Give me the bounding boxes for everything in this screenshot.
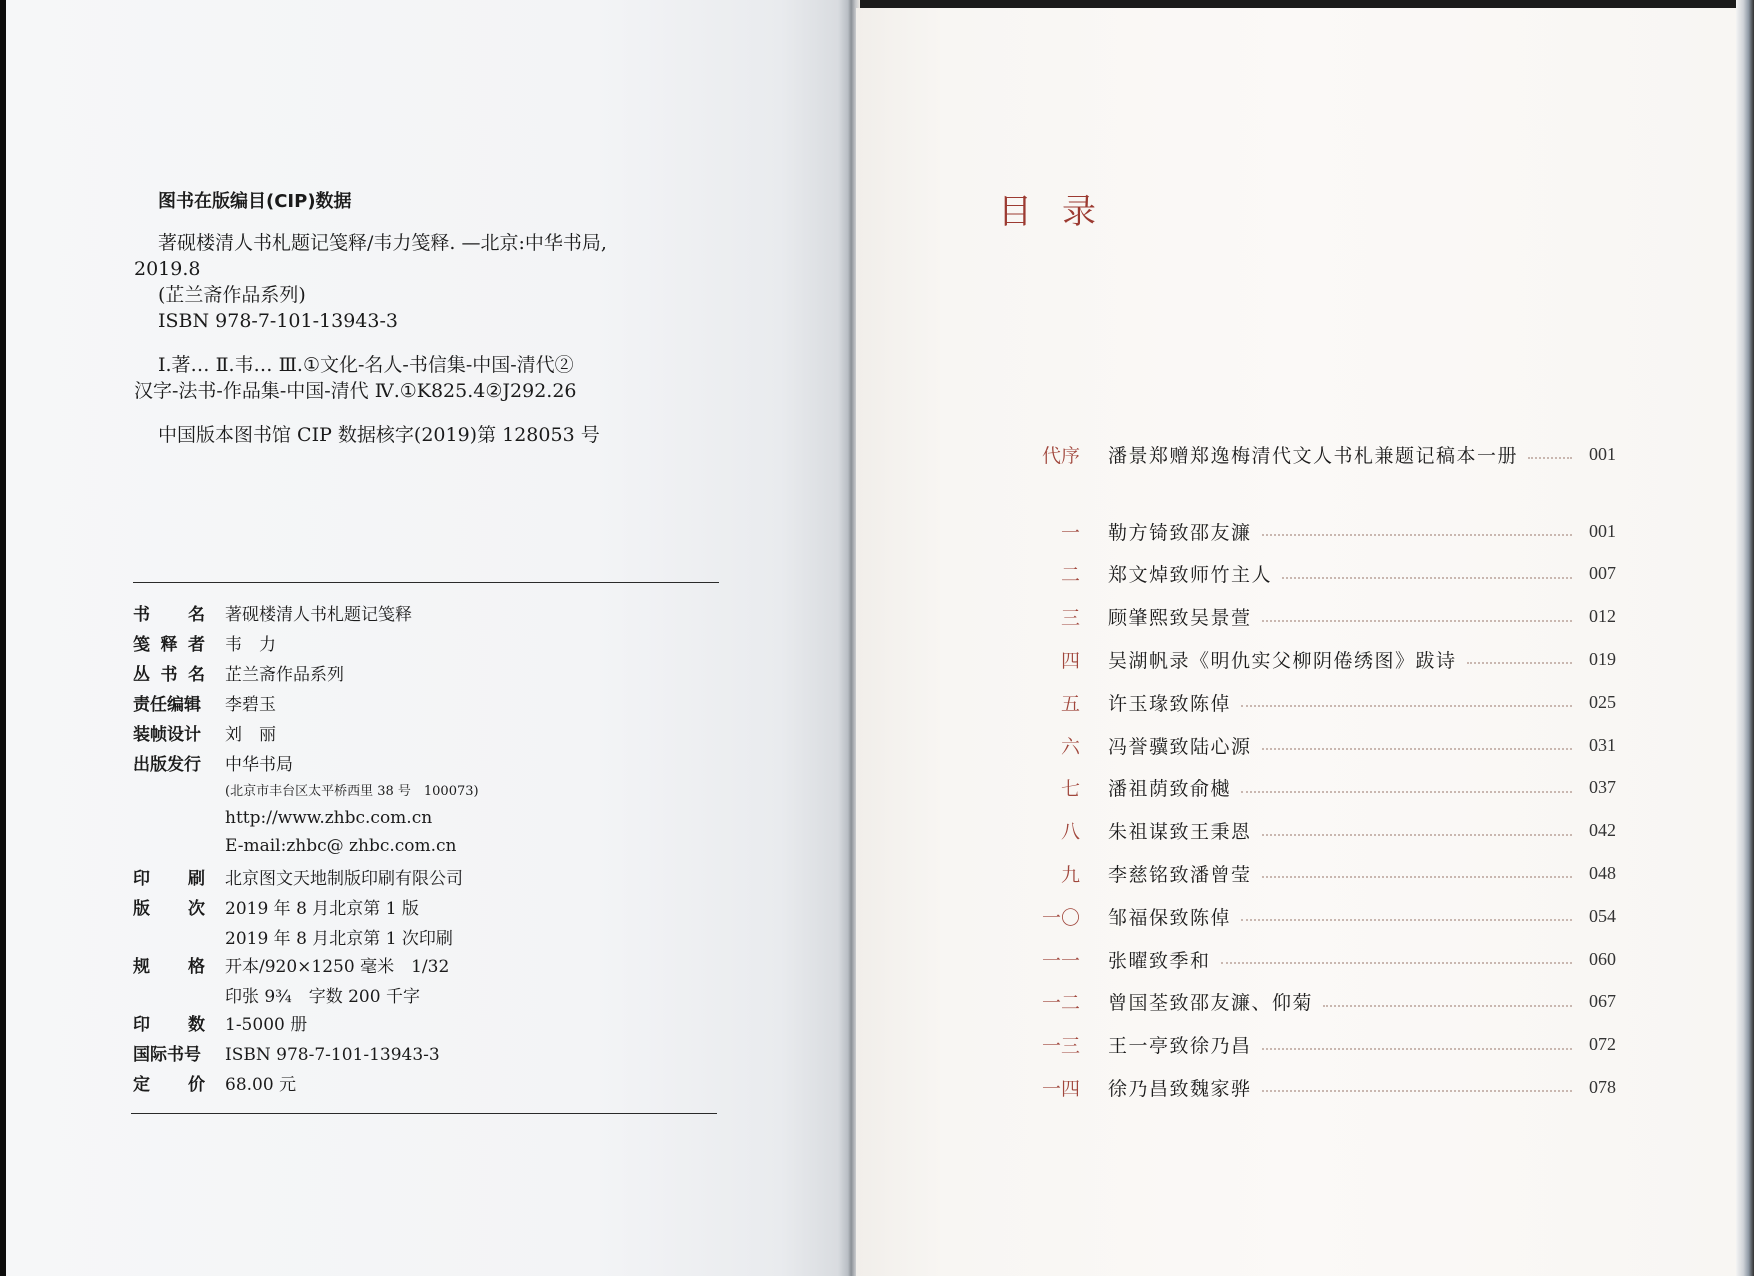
colophon-row [133,864,733,894]
colophon-label [133,1010,205,1035]
colophon-label-char: 笺 [133,635,150,655]
colophon-label-char: 者 [188,635,205,655]
colophon-label-char: 丛 [133,665,150,685]
toc-entry-title: 顾肇熙致吴景萱 [1108,607,1252,630]
toc-entry-page: 031 [1589,734,1616,755]
toc-dot-leader [1241,919,1572,921]
colophon-label-char: 次 [188,899,205,919]
colophon-value: 中华书局 [225,755,293,775]
toc-dot-leader [1262,876,1572,878]
toc-entry-page: 078 [1589,1076,1616,1097]
colophon-row [133,836,733,864]
toc-dot-leader [1262,1048,1572,1050]
cip-record-date: 2019.8 [134,258,201,280]
colophon-label-char: 书 [133,605,150,625]
colophon-label-char: 定 [133,1075,150,1095]
colophon-row [133,1070,733,1100]
cip-series: (芷兰斋作品系列) [158,284,306,306]
colophon-label [133,660,205,685]
colophon-row [133,1010,733,1040]
colophon-row [133,660,733,690]
toc-entry[interactable] [1030,856,1616,890]
toc-entry-number: 四 [1060,649,1080,672]
colophon-label-char: 规 [133,957,150,977]
colophon-bottom-rule [131,1113,717,1114]
cip-number: 中国版本图书馆 CIP 数据核字(2019)第 128053 号 [158,424,600,446]
colophon-label-char: 释 [160,635,178,655]
toc-dot-leader [1262,834,1572,836]
colophon-label [133,952,205,977]
toc-entry-number: 七 [1060,778,1080,801]
toc-entry-number: 三 [1060,607,1080,630]
colophon-value: 68.00 元 [225,1075,297,1095]
toc-dot-leader [1241,791,1572,793]
colophon-value: (北京市丰台区太平桥西里 38 号 100073) [225,784,479,799]
toc-entry-number: 五 [1060,692,1080,715]
colophon-row [133,780,733,808]
toc-entry[interactable] [1030,942,1616,976]
toc-entry-title: 潘景郑赠郑逸梅清代文人书札兼题记稿本一册 [1108,444,1519,467]
toc-entry[interactable] [1030,728,1616,762]
toc-entry-page: 025 [1589,691,1616,712]
toc-entry-number: 二 [1060,564,1080,587]
colophon-row [133,600,733,630]
toc-entry-title: 邹福保致陈倬 [1108,906,1232,929]
colophon-value: 2019 年 8 月北京第 1 次印刷 [225,929,453,949]
toc-title: 目录 [998,192,1126,232]
toc-dot-leader [1262,534,1572,536]
toc-entry-page: 012 [1589,606,1616,627]
toc-entry-page: 054 [1589,905,1616,926]
colophon-row [133,630,733,660]
cip-block [134,188,734,448]
toc-dot-leader [1221,962,1572,964]
colophon-value: 著砚楼清人书札题记笺释 [225,605,412,625]
colophon-value: 印张 9¾ 字数 200 千字 [225,987,420,1007]
colophon-value: http://www.zhbc.com.cn [225,808,433,828]
colophon-label-char: 印 [133,869,150,889]
colophon-label-char: 价 [188,1075,205,1095]
toc-entry-page: 001 [1589,520,1616,541]
toc-entry[interactable] [1030,437,1616,471]
toc-entry-page: 072 [1589,1034,1616,1055]
toc-dot-leader [1528,457,1572,459]
toc-entry-title: 朱祖谋致王秉恩 [1108,821,1252,844]
colophon-label [133,600,205,625]
toc-entry[interactable] [1030,685,1616,719]
toc-entry-number: 代序 [1041,444,1080,467]
toc-entry-page: 060 [1589,948,1616,969]
toc-entry-title: 潘祖荫致俞樾 [1108,778,1232,801]
colophon-label [133,630,205,655]
colophon-label-char: 格 [188,957,205,977]
cip-classification-1: Ⅰ.著… Ⅱ.韦… Ⅲ.①文化-名人-书信集-中国-清代② [158,354,574,376]
cip-heading: 图书在版编目(CIP)数据 [158,191,352,212]
cip-classification-2: 汉字-法书-作品集-中国-清代 Ⅳ.①K825.4②J292.26 [134,380,577,402]
colophon-label [133,690,225,715]
colophon-value: ISBN 978-7-101-13943-3 [225,1045,440,1065]
toc-entry[interactable] [1030,1070,1616,1104]
toc-entry-number: 一三 [1041,1035,1080,1058]
toc-entry-title: 曾国荃致邵友濂、仰菊 [1108,992,1314,1015]
colophon-value: 2019 年 8 月北京第 1 版 [225,899,419,919]
toc-entry-number: 一四 [1041,1077,1080,1100]
toc-dot-leader [1262,1090,1572,1092]
toc-entry-number: 九 [1060,863,1080,886]
colophon-label [133,720,225,745]
toc-entry-title: 王一亭致徐乃昌 [1108,1035,1252,1058]
colophon-label-char: 责任编辑 [133,695,201,715]
colophon-label-char: 装帧设计 [133,725,201,745]
toc-entry-title: 冯誉骥致陆心源 [1108,735,1252,758]
colophon-value: 刘 丽 [225,725,276,745]
colophon-label-char: 版 [133,899,150,919]
colophon-label-char: 国际书号 [133,1045,201,1065]
toc-entry-title: 吴湖帆录《明仇实父柳阴倦绣图》跋诗 [1108,649,1457,672]
colophon-label-char: 名 [188,605,205,625]
colophon-top-rule [133,582,719,583]
colophon-value: 1-5000 册 [225,1015,308,1035]
toc-entry[interactable] [1030,642,1616,676]
colophon-value: 开本/920×1250 毫米 1/32 [225,957,450,977]
toc-entry-number: 一一 [1041,949,1080,972]
toc-entry[interactable] [1030,1028,1616,1062]
colophon-row [133,720,733,750]
colophon-row [133,894,733,924]
colophon-label [133,750,225,775]
colophon-row [133,808,733,836]
toc-entry-page: 067 [1589,991,1616,1012]
scanner-edge-right [1736,0,1754,1276]
toc-entry-number: 八 [1060,821,1080,844]
toc-dot-leader [1241,705,1572,707]
cip-record-line: 著砚楼清人书札题记笺释/韦力笺释. —北京:中华书局, [158,232,607,254]
colophon-value: E-mail:zhbc@ zhbc.com.cn [225,836,457,856]
colophon-label-char: 刷 [188,869,205,889]
colophon-row [133,750,733,780]
colophon-row [133,924,733,952]
toc-entry-number: 一二 [1041,992,1080,1015]
colophon-table [133,600,733,1100]
colophon-row [133,982,733,1010]
toc-entry[interactable] [1030,985,1616,1019]
colophon-value: 芷兰斋作品系列 [225,665,344,685]
colophon-label [133,1070,205,1095]
colophon-label-char: 数 [188,1015,205,1035]
colophon-value: 李碧玉 [225,695,276,715]
colophon-label-char: 印 [133,1015,150,1035]
toc-entry-page: 001 [1589,443,1616,464]
cip-isbn: ISBN 978-7-101-13943-3 [158,310,398,332]
colophon-row [133,690,733,720]
toc-entry-title: 郑文焯致师竹主人 [1108,564,1273,587]
toc-dot-leader [1323,1005,1572,1007]
toc-entry-number: 一〇 [1041,906,1080,929]
colophon-row [133,1040,733,1070]
toc-entry[interactable] [1030,514,1616,548]
toc-entry[interactable] [1030,814,1616,848]
colophon-value: 北京图文天地制版印刷有限公司 [225,869,463,889]
toc-dot-leader [1262,620,1572,622]
colophon-label-char: 书 [160,665,178,685]
colophon-label-char: 名 [188,665,205,685]
toc-entry[interactable] [1030,771,1616,805]
toc-entry-title: 徐乃昌致魏家骅 [1108,1077,1252,1100]
toc-entry-page: 007 [1589,563,1616,584]
toc-dot-leader [1262,748,1572,750]
toc-dot-leader [1282,577,1572,579]
toc-entry-title: 张曜致季和 [1108,949,1211,972]
toc-dot-leader [1467,662,1572,664]
toc-entry-title: 勒方锜致邵友濂 [1108,521,1252,544]
toc-entry-title: 许玉瑑致陈倬 [1108,692,1232,715]
toc-entry-page: 042 [1589,820,1616,841]
colophon-row [133,952,733,982]
toc-entry-number: 一 [1060,521,1080,544]
toc-entry-title: 李慈铭致潘曾莹 [1108,863,1252,886]
toc-entry-page: 019 [1589,648,1616,669]
colophon-label [133,894,205,919]
toc-entry[interactable] [1030,600,1616,634]
toc-entry-number: 六 [1060,735,1080,758]
colophon-label [133,1040,225,1065]
colophon-value: 韦 力 [225,635,276,655]
toc-entry[interactable] [1030,899,1616,933]
colophon-label-char: 出版发行 [133,755,201,775]
toc-entry-page: 048 [1589,862,1616,883]
colophon-label [133,864,205,889]
toc-entry-page: 037 [1589,777,1616,798]
toc-entry[interactable] [1030,557,1616,591]
